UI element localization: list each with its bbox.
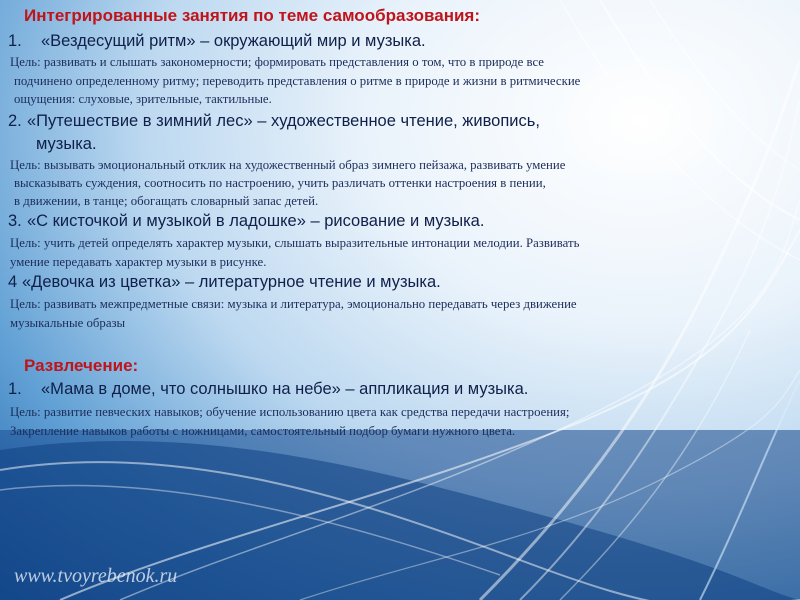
item-2-goal-line-3: в движении, в танце; обогащать словарный запас детей. xyxy=(14,194,319,208)
section-heading-integrated: Интегрированные занятия по теме самообразования: xyxy=(24,6,481,25)
item-2-title-line-1: «Путешествие в зимний лес» – художественное чтение, живопись, xyxy=(27,112,540,130)
section-heading-entertainment: Развлечение: xyxy=(24,356,139,375)
item-1-title: «Вездесущий ритм» – окружающий мир и музыка. xyxy=(41,32,426,50)
entertainment-item-1-goal-line-2: Закрепление навыков работы с ножницами, самостоятельный подбор бумаги нужного цвета. xyxy=(10,424,516,438)
item-3-goal-line-1: Цель: учить детей определять характер музыки, слышать выразительные интонации мелодии. Развивать xyxy=(10,236,580,250)
site-watermark: www.tvoyrebenok.ru xyxy=(14,565,178,587)
entertainment-item-1-title: «Мама в доме, что солнышко на небе» – аппликация и музыка. xyxy=(41,380,529,398)
item-3-title-row xyxy=(8,212,484,231)
item-1-number: 1. xyxy=(8,32,22,50)
item-3-number: 3. xyxy=(8,212,22,230)
item-4-goal-line-1: Цель: развивать межпредметные связи: музыка и литература, эмоционально передавать через движение xyxy=(10,297,577,311)
item-1-goal-line-1: Цель: развивать и слышать закономерности; формировать представления о том, что в природе все xyxy=(10,55,544,69)
item-1-title-row xyxy=(8,32,426,51)
item-4-title-row xyxy=(8,273,441,292)
item-2-title-row xyxy=(8,112,540,131)
item-4-title: «Девочка из цветка» – литературное чтение и музыка. xyxy=(22,273,441,291)
item-3-title: «С кисточкой и музыкой в ладошке» – рисование и музыка. xyxy=(27,212,485,230)
item-2-number: 2. xyxy=(8,112,22,130)
item-3-goal-line-2: умение передавать характер музыки в рисунке. xyxy=(10,255,267,269)
item-2-goal-line-2: высказывать суждения, соотносить по настроению, учить различать оттенки настроения в пении, xyxy=(14,176,546,190)
entertainment-item-1-number: 1. xyxy=(8,380,22,398)
item-2-title-line-2: музыка. xyxy=(36,135,97,153)
item-1-goal-line-2: подчинено определенному ритму; переводить представления о ритме в природе и жизни в ритмические xyxy=(14,74,581,88)
item-4-number: 4 xyxy=(8,273,18,291)
item-2-goal-line-1: Цель: вызывать эмоциональный отклик на художественный образ зимнего пейзажа, развивать умение xyxy=(10,158,566,172)
item-4-goal-line-2: музыкальные образы xyxy=(10,316,126,330)
entertainment-item-1-title-row xyxy=(8,380,528,399)
item-1-goal-line-3: ощущения: слуховые, зрительные, тактильные. xyxy=(14,92,272,106)
entertainment-item-1-goal-line-1: Цель: развитие певческих навыков; обучение использованию цвета как средства передачи настроения; xyxy=(10,405,570,419)
